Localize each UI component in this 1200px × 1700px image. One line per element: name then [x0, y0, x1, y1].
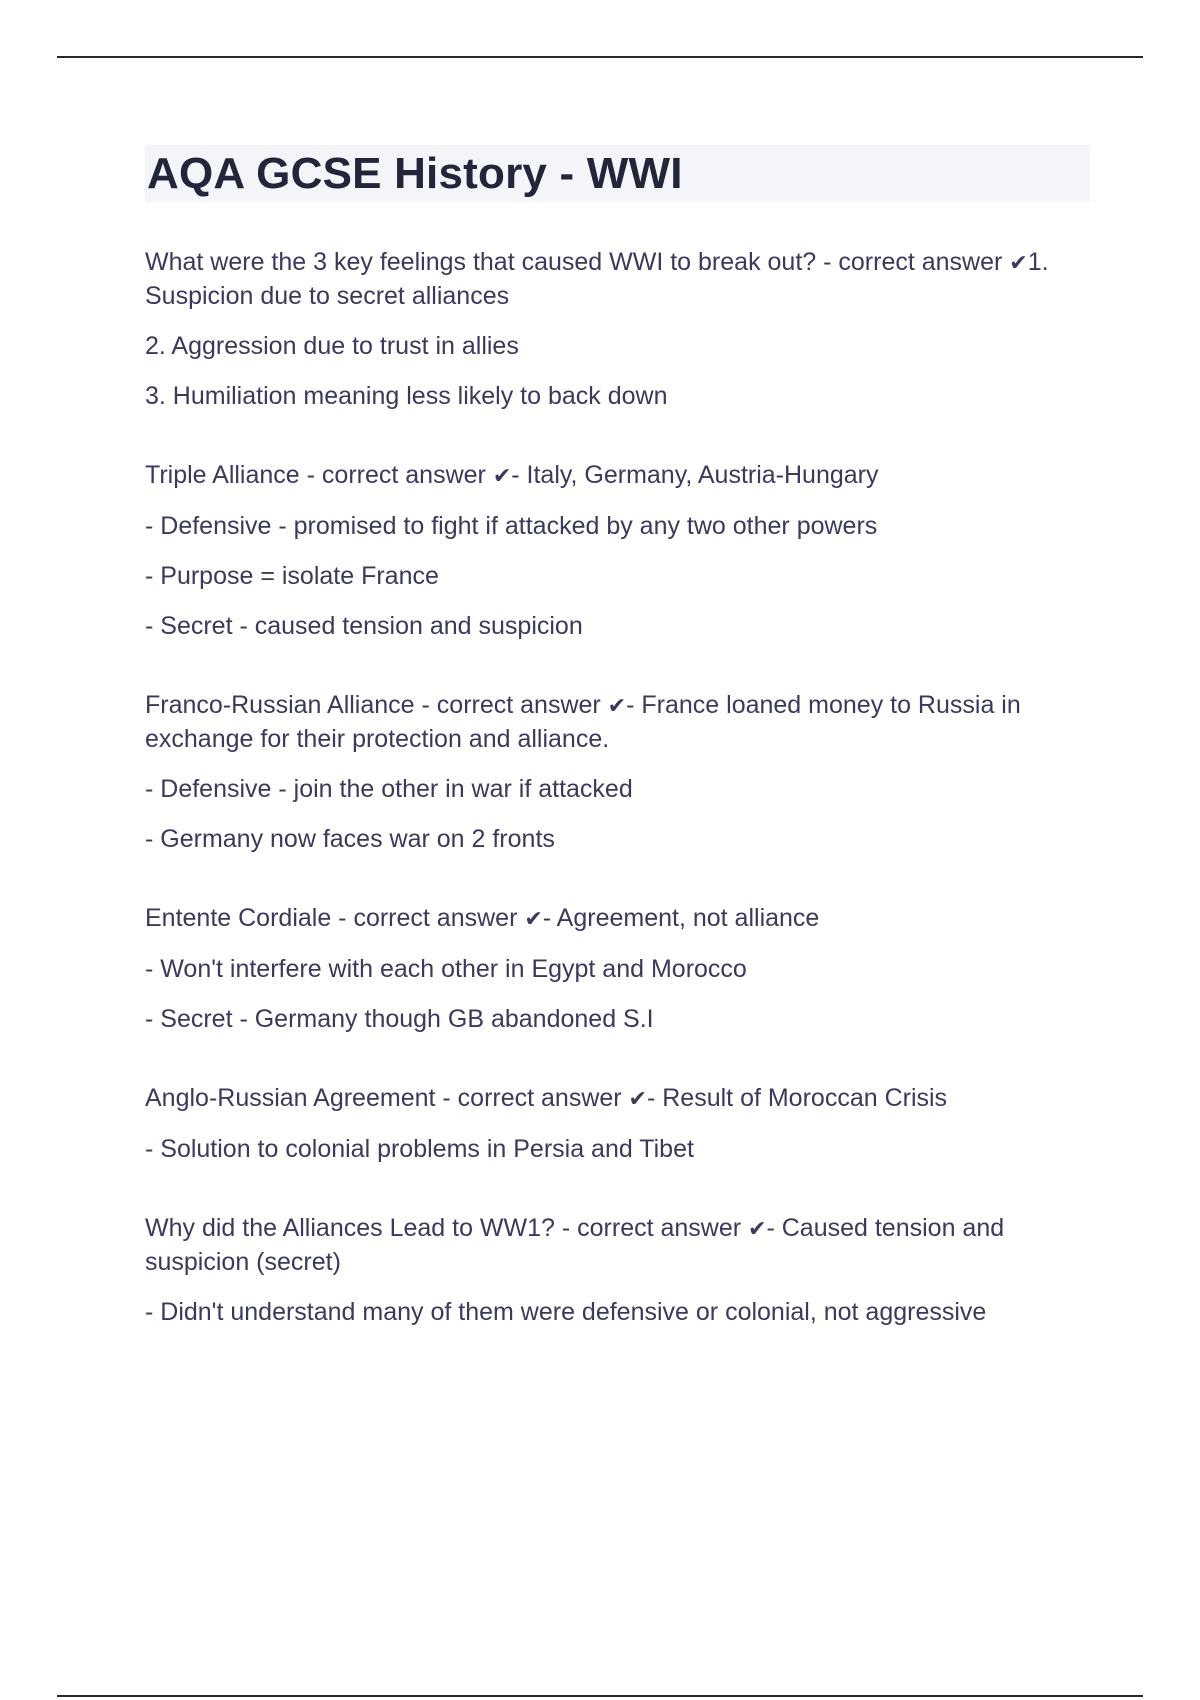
answer-line: - Secret - caused tension and suspicion: [145, 612, 583, 640]
check-icon: ✔: [492, 464, 512, 489]
qa-entry: [145, 1212, 1090, 1329]
answer-line: - Defensive - join the other in war if attacked: [145, 775, 633, 803]
qa-entry: [145, 459, 1090, 643]
qa-entry: [145, 246, 1090, 413]
question-text: What were the 3 key feelings that caused WWI to break out? - correct answer: [145, 248, 1010, 276]
answer-line: - Didn't understand many of them were defensive or colonial, not aggressive: [145, 1298, 987, 1326]
question: [145, 246, 1090, 313]
qa-entry: [145, 689, 1090, 856]
qa-entry: [145, 1082, 1090, 1166]
bottom-rule: [57, 1695, 1143, 1697]
question: [145, 459, 1090, 493]
answer-text: - Italy, Germany, Austria-Hungary: [511, 461, 879, 489]
top-rule: [57, 56, 1143, 58]
document-body: [145, 145, 1090, 1375]
question: [145, 1082, 1090, 1116]
answer-line: 2. Aggression due to trust in allies: [145, 332, 519, 360]
qa-entry: [145, 902, 1090, 1036]
answer-text: - France loaned money to Russia in exchange for their protection and alliance.: [145, 691, 1021, 753]
answer-text: 1. Suspicion due to secret alliances: [145, 248, 1049, 310]
question: [145, 902, 1090, 936]
answer-text: - Agreement, not alliance: [542, 904, 820, 932]
check-icon: ✔: [628, 1087, 647, 1112]
question-text: Why did the Alliances Lead to WW1? - correct answer: [145, 1214, 749, 1242]
question-text: Entente Cordiale - correct answer: [145, 904, 525, 932]
check-icon: ✔: [524, 907, 543, 932]
question-text: Anglo-Russian Agreement - correct answer: [145, 1084, 629, 1112]
answer-line: - Germany now faces war on 2 fronts: [145, 825, 555, 853]
answer-line: - Secret - Germany though GB abandoned S.I: [145, 1005, 654, 1033]
answer-line: - Solution to colonial problems in Persia and Tibet: [145, 1135, 694, 1163]
question-text: Triple Alliance - correct answer: [145, 461, 493, 489]
answer-line: - Won't interfere with each other in Egypt and Morocco: [145, 955, 747, 983]
check-icon: ✔: [607, 694, 627, 719]
answer-line: 3. Humiliation meaning less likely to back down: [145, 382, 668, 410]
answer-line: - Purpose = isolate France: [145, 562, 439, 590]
answer-line: - Defensive - promised to fight if attacked by any two other powers: [145, 512, 878, 540]
check-icon: ✔: [1009, 251, 1028, 276]
question-text: Franco-Russian Alliance - correct answer: [145, 691, 608, 719]
question: [145, 1212, 1090, 1279]
question: [145, 689, 1090, 756]
title-band: [145, 145, 1090, 202]
answer-text: - Caused tension and suspicion (secret): [145, 1214, 1005, 1276]
page-title: AQA GCSE History - WWI: [147, 149, 683, 198]
check-icon: ✔: [748, 1217, 767, 1242]
answer-text: - Result of Moroccan Crisis: [646, 1084, 948, 1112]
